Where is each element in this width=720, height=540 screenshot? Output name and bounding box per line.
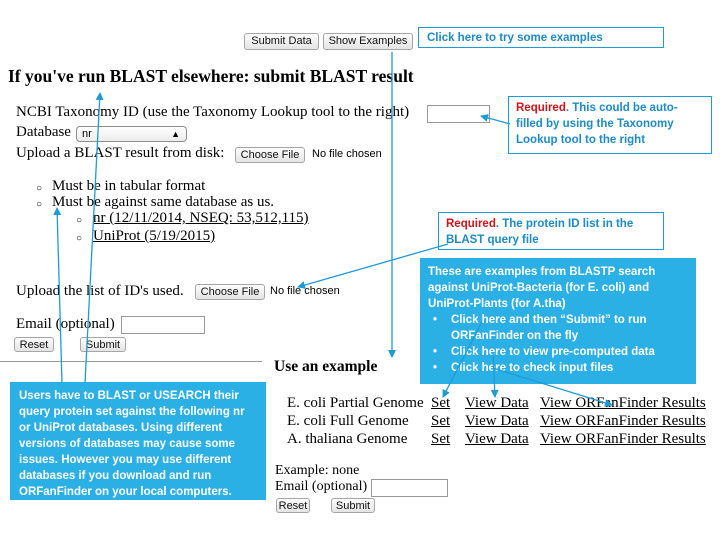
callout-taxonomy-text: . This could be auto-filled by using the Taxonomy Lookup tool to the right bbox=[516, 102, 678, 146]
upload-ids-label: Upload the list of ID's used. bbox=[16, 283, 184, 299]
set-link-ecoli-full[interactable]: Set bbox=[431, 413, 451, 429]
link-uniprot-database[interactable]: UniProt (5/19/2015) bbox=[93, 228, 216, 244]
taxonomy-label: NCBI Taxonomy ID (use the Taxonomy Lookup tool to the right) bbox=[16, 104, 410, 120]
view-results-link-athaliana[interactable]: View ORFanFinder Results bbox=[540, 431, 706, 447]
arrow-to-set-link bbox=[443, 322, 482, 397]
example-submit-button[interactable]: Submit bbox=[331, 498, 375, 513]
database-label: Database bbox=[16, 124, 71, 140]
view-results-link-ecoli-partial[interactable]: View ORFanFinder Results bbox=[540, 395, 706, 411]
no-file-chosen-ids: No file chosen bbox=[270, 285, 340, 297]
rule-tabular: Must be in tabular format bbox=[52, 178, 206, 194]
bullet-dot-icon: • bbox=[433, 314, 438, 326]
bullet-circle-icon: ○ bbox=[76, 233, 83, 244]
example-name-ecoli-partial: E. coli Partial Genome bbox=[287, 395, 424, 411]
reset-button[interactable]: Reset bbox=[14, 337, 54, 352]
arrow-to-view-data-link bbox=[493, 352, 495, 397]
bullet-circle-icon: ○ bbox=[76, 215, 83, 226]
arrow-to-rule-bullet bbox=[57, 208, 62, 383]
email-label: Email (optional) bbox=[16, 316, 115, 332]
view-data-link-athaliana[interactable]: View Data bbox=[465, 431, 529, 447]
arrow-to-taxonomy-input bbox=[481, 116, 510, 124]
section-title: If you've run BLAST elsewhere: submit BLAST result bbox=[8, 66, 414, 86]
example-email-label: Email (optional) bbox=[275, 479, 368, 494]
chevron-updown-icon: ▲︎ bbox=[171, 129, 180, 139]
callout-blastp-intro: These are examples from BLASTP search against UniProt-Bacteria (for E. coli) and UniProt-Plants (for A.tha) bbox=[428, 266, 656, 310]
upload-blast-label: Upload a BLAST result from disk: bbox=[16, 145, 225, 161]
callout-blastp-item-text: Click here to view pre-computed data bbox=[451, 346, 655, 358]
view-results-link-ecoli-full[interactable]: View ORFanFinder Results bbox=[540, 413, 706, 429]
use-example-title: Use an example bbox=[274, 358, 378, 375]
example-none-label: Example: none bbox=[275, 463, 360, 478]
example-reset-button[interactable]: Reset bbox=[276, 498, 310, 513]
bullet-dot-icon: • bbox=[433, 346, 438, 358]
callout-blastp-item-text: Click here and then “Submit” to run ORFanFinder on the fly bbox=[451, 314, 647, 342]
bullet-dot-icon: • bbox=[433, 362, 438, 374]
set-link-ecoli-partial[interactable]: Set bbox=[431, 395, 451, 411]
choose-file-ids-button[interactable]: Choose File bbox=[195, 284, 265, 300]
view-data-link-ecoli-partial[interactable]: View Data bbox=[465, 395, 529, 411]
arrow-to-choose-file-ids bbox=[298, 244, 448, 287]
show-examples-button[interactable]: Show Examples bbox=[323, 33, 413, 50]
arrow-to-results-link bbox=[493, 368, 612, 405]
callout-users-text: Users have to BLAST or USEARCH their query protein set against the following nr or UniProt databases. Using different versions of databases may cause some issues. However you may use different databases if you download and run ORFanFinder on your local computers. bbox=[19, 390, 245, 498]
example-name-ecoli-full: E. coli Full Genome bbox=[287, 413, 409, 429]
callout-protein-required: Required bbox=[446, 218, 496, 230]
rule-same-db: Must be against same database as us. bbox=[52, 194, 275, 210]
bullet-circle-icon: ○ bbox=[36, 183, 43, 194]
callout-blastp-item-text: Click here to check input files bbox=[451, 362, 614, 374]
link-nr-database[interactable]: nr (12/11/2014, NSEQ: 53,512,115) bbox=[93, 210, 309, 226]
submit-data-button[interactable]: Submit Data bbox=[244, 33, 319, 50]
choose-file-blast-button[interactable]: Choose File bbox=[235, 147, 305, 163]
callout-examples-text: Click here to try some examples bbox=[427, 32, 603, 44]
callout-protein-text: . The protein ID list in the BLAST query file bbox=[446, 218, 634, 246]
callout-taxonomy-required: Required bbox=[516, 102, 566, 114]
bullet-circle-icon: ○ bbox=[36, 199, 43, 210]
no-file-chosen-blast: No file chosen bbox=[312, 148, 382, 160]
database-select-value: nr bbox=[82, 128, 92, 140]
set-link-athaliana[interactable]: Set bbox=[431, 431, 451, 447]
submit-button[interactable]: Submit bbox=[80, 337, 126, 352]
arrow-to-blast-label bbox=[85, 93, 100, 383]
view-data-link-ecoli-full[interactable]: View Data bbox=[465, 413, 529, 429]
example-name-athaliana: A. thaliana Genome bbox=[287, 431, 408, 447]
